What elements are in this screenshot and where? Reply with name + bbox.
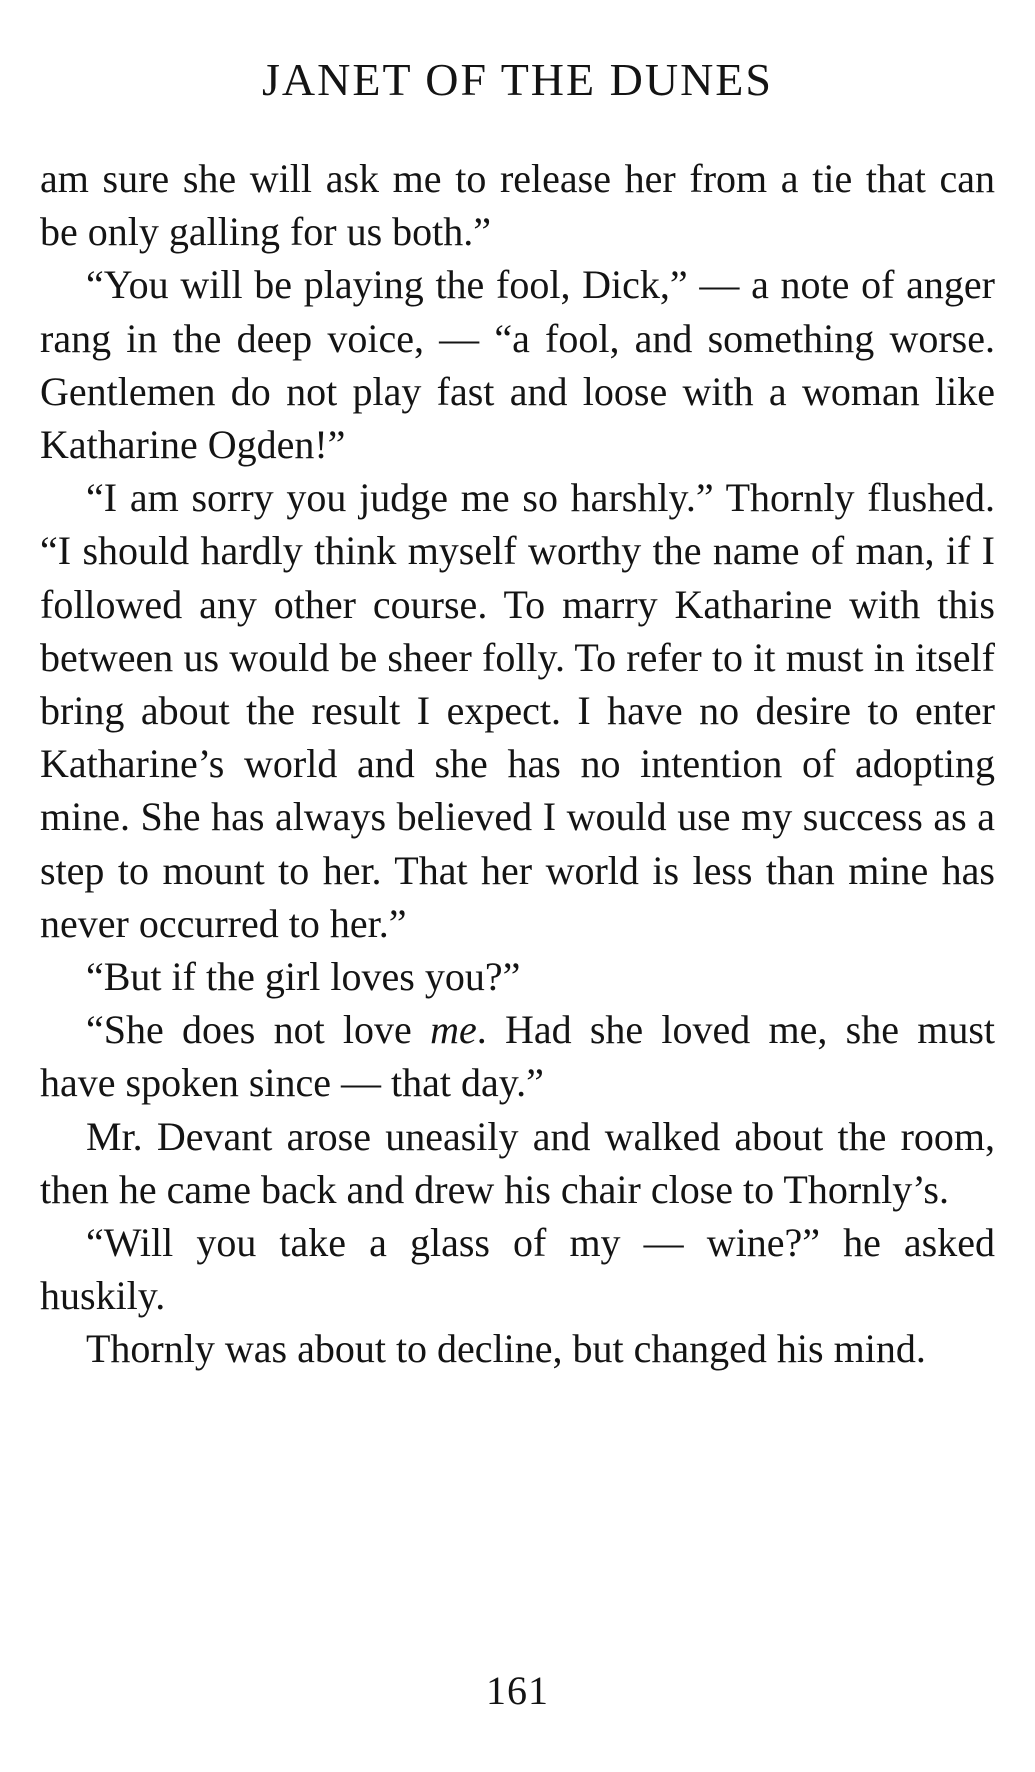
text-run: am sure she will ask me to release her from a tie that can be only galling for us both.”	[40, 156, 995, 255]
page-number: 161	[486, 1668, 549, 1713]
running-head: JANET OF THE DUNES	[262, 54, 773, 105]
paragraph	[40, 1003, 995, 1109]
paragraph	[40, 152, 995, 258]
text-run: Mr. Devant arose uneasily and walked about the room, then he came back and drew his chair close to Thornly’s.	[40, 1113, 995, 1212]
paragraph	[40, 258, 995, 471]
paragraph	[40, 950, 995, 1003]
text-run: “I am sorry you judge me so harshly.” Thornly flushed. “I should hardly think myself worthy the name of man, if I followed any other course. To marry Katharine with this between us would be sheer folly. To refer to it must in itself bring about the result I expect. I have no desire to enter Katharine’s world and she has no intention of adopting mine. She has always believed I would use my success as a step to mount to her. That her world is less than mine has never occurred to her.”	[40, 475, 995, 946]
text-run: Thornly was about to decline, but changed his mind.	[86, 1326, 926, 1372]
paragraph	[40, 471, 995, 950]
italic-text: me	[430, 1007, 477, 1053]
paragraph	[40, 1216, 995, 1322]
paragraph	[40, 1322, 995, 1375]
text-run: “She does not love	[86, 1007, 431, 1053]
text-run: “You will be playing the fool, Dick,” — a note of anger rang in the deep voice, — “a fool, and something worse. Gentlemen do not play fast and loose with a woman like Katharine Ogden!”	[40, 262, 995, 468]
text-run: “But if the girl loves you?”	[86, 954, 521, 1000]
text-run: “Will you take a glass of my — wine?” he asked huskily.	[40, 1220, 995, 1319]
body-text	[40, 152, 995, 1376]
text-run: . Had she loved me, she must have spoken since — that day.”	[40, 1007, 996, 1106]
paragraph	[40, 1110, 995, 1216]
